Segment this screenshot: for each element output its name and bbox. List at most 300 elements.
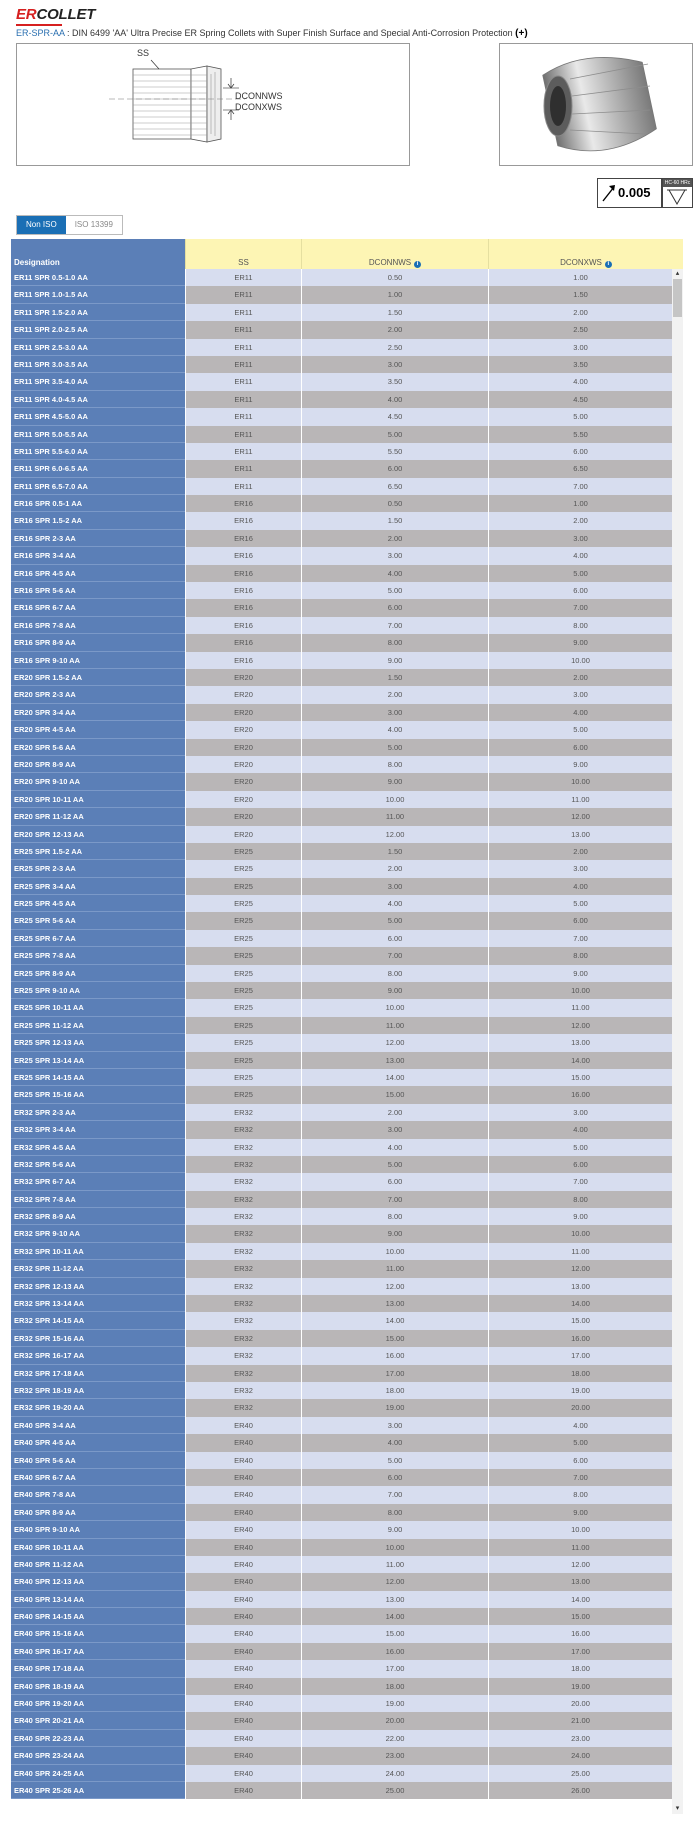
table-row[interactable] (11, 1539, 683, 1556)
table-row[interactable] (11, 912, 683, 929)
cell-dconnws: 7.00 (301, 1486, 488, 1503)
cell-dconnws: 3.00 (301, 356, 488, 373)
cell-designation[interactable]: ER32 SPR 7-8 AA (11, 1191, 185, 1208)
cell-ss: ER11 (185, 286, 301, 303)
table-row[interactable] (11, 391, 683, 408)
cell-dconnws: 18.00 (301, 1382, 488, 1399)
cell-dconxws: 4.00 (488, 878, 672, 895)
table-row[interactable] (11, 426, 683, 443)
cell-ss: ER20 (185, 669, 301, 686)
cell-designation[interactable]: ER40 SPR 8-9 AA (11, 1504, 185, 1521)
cell-designation[interactable]: ER40 SPR 12-13 AA (11, 1573, 185, 1590)
cell-dconxws: 7.00 (488, 1469, 672, 1486)
cell-designation[interactable]: ER32 SPR 10-11 AA (11, 1243, 185, 1260)
cell-designation[interactable]: ER16 SPR 4-5 AA (11, 565, 185, 582)
table-row[interactable] (11, 930, 683, 947)
cell-dconxws: 7.00 (488, 599, 672, 616)
table-row[interactable] (11, 1052, 683, 1069)
table-row[interactable] (11, 339, 683, 356)
cell-designation[interactable]: ER16 SPR 8-9 AA (11, 634, 185, 651)
cell-designation[interactable]: ER32 SPR 9-10 AA (11, 1225, 185, 1242)
table-row[interactable] (11, 652, 683, 669)
table-row[interactable] (11, 1486, 683, 1503)
cell-designation[interactable]: ER11 SPR 2.5-3.0 AA (11, 339, 185, 356)
cell-dconxws: 2.00 (488, 512, 672, 529)
hardness-cone-icon (663, 187, 692, 207)
table-row[interactable] (11, 1295, 683, 1312)
cell-dconnws: 1.50 (301, 669, 488, 686)
cell-ss: ER32 (185, 1208, 301, 1225)
cell-designation[interactable]: ER25 SPR 2-3 AA (11, 860, 185, 877)
table-row[interactable] (11, 530, 683, 547)
cell-ss: ER40 (185, 1486, 301, 1503)
cell-designation[interactable]: ER40 SPR 13-14 AA (11, 1591, 185, 1608)
table-row[interactable] (11, 1643, 683, 1660)
cell-dconxws: 18.00 (488, 1660, 672, 1677)
table-row[interactable] (11, 1243, 683, 1260)
cell-dconnws: 2.00 (301, 860, 488, 877)
cell-dconxws: 8.00 (488, 617, 672, 634)
cell-dconxws: 8.00 (488, 947, 672, 964)
cell-dconxws: 11.00 (488, 1539, 672, 1556)
info-icon[interactable]: i (605, 261, 612, 268)
cell-designation[interactable]: ER20 SPR 12-13 AA (11, 826, 185, 843)
cell-dconnws: 9.00 (301, 773, 488, 790)
diagram-label-ss: SS (137, 48, 150, 58)
cell-designation[interactable]: ER11 SPR 3.5-4.0 AA (11, 373, 185, 390)
cell-designation[interactable]: ER32 SPR 5-6 AA (11, 1156, 185, 1173)
table-row[interactable] (11, 808, 683, 825)
cell-designation[interactable]: ER20 SPR 9-10 AA (11, 773, 185, 790)
table-row[interactable] (11, 1382, 683, 1399)
table-row[interactable] (11, 547, 683, 564)
table-row[interactable] (11, 1139, 683, 1156)
table-row[interactable] (11, 1260, 683, 1277)
table-row[interactable] (11, 791, 683, 808)
cell-designation[interactable]: ER16 SPR 7-8 AA (11, 617, 185, 634)
cell-designation[interactable]: ER16 SPR 5-6 AA (11, 582, 185, 599)
table-row[interactable] (11, 704, 683, 721)
cell-dconnws: 2.50 (301, 339, 488, 356)
scroll-up-icon[interactable]: ▴ (675, 270, 680, 277)
cell-designation[interactable]: ER25 SPR 12-13 AA (11, 1034, 185, 1051)
page-subtitle (16, 28, 528, 39)
scroll-down-icon[interactable]: ▾ (675, 1805, 680, 1812)
table-row[interactable] (11, 669, 683, 686)
cell-designation[interactable]: ER40 SPR 4-5 AA (11, 1434, 185, 1451)
table-row[interactable] (11, 1365, 683, 1382)
cell-designation[interactable]: ER40 SPR 7-8 AA (11, 1486, 185, 1503)
table-row[interactable] (11, 1678, 683, 1695)
cell-dconnws: 5.00 (301, 1452, 488, 1469)
table-row[interactable] (11, 721, 683, 738)
cell-designation[interactable]: ER20 SPR 5-6 AA (11, 739, 185, 756)
cell-designation[interactable]: ER40 SPR 3-4 AA (11, 1417, 185, 1434)
cell-dconnws: 3.00 (301, 547, 488, 564)
cell-designation[interactable]: ER11 SPR 1.0-1.5 AA (11, 286, 185, 303)
cell-designation[interactable]: ER40 SPR 17-18 AA (11, 1660, 185, 1677)
table-row[interactable] (11, 1347, 683, 1364)
table-row[interactable] (11, 1017, 683, 1034)
cell-ss: ER40 (185, 1730, 301, 1747)
cell-designation[interactable]: ER20 SPR 2-3 AA (11, 686, 185, 703)
table-row[interactable] (11, 512, 683, 529)
tab-iso-13399[interactable]: ISO 13399 (66, 216, 122, 234)
table-row[interactable] (11, 1104, 683, 1121)
cell-designation[interactable]: ER40 SPR 9-10 AA (11, 1521, 185, 1538)
hardness-label: HC-60 HRc (664, 180, 691, 186)
cell-dconxws: 5.00 (488, 565, 672, 582)
cell-designation[interactable]: ER40 SPR 22-23 AA (11, 1730, 185, 1747)
table-row[interactable] (11, 947, 683, 964)
cell-designation[interactable]: ER40 SPR 6-7 AA (11, 1469, 185, 1486)
cell-designation[interactable]: ER25 SPR 9-10 AA (11, 982, 185, 999)
runout-arrow-icon (601, 183, 617, 203)
cell-designation[interactable]: ER32 SPR 11-12 AA (11, 1260, 185, 1277)
table-row[interactable] (11, 1556, 683, 1573)
cell-designation[interactable]: ER11 SPR 3.0-3.5 AA (11, 356, 185, 373)
table-row[interactable] (11, 565, 683, 582)
cell-designation[interactable]: ER40 SPR 24-25 AA (11, 1765, 185, 1782)
brand-logo-er: ER (16, 6, 37, 23)
cell-ss: ER40 (185, 1747, 301, 1764)
cell-dconnws: 6.00 (301, 460, 488, 477)
cell-ss: ER25 (185, 860, 301, 877)
table-row[interactable] (11, 1278, 683, 1295)
cell-designation[interactable]: ER20 SPR 3-4 AA (11, 704, 185, 721)
cell-ss: ER25 (185, 912, 301, 929)
cell-dconnws: 9.00 (301, 982, 488, 999)
table-row[interactable] (11, 739, 683, 756)
cell-ss: ER25 (185, 1052, 301, 1069)
table-row[interactable] (11, 1121, 683, 1138)
table-row[interactable] (11, 1086, 683, 1103)
cell-dconxws: 6.00 (488, 912, 672, 929)
cell-designation[interactable]: ER11 SPR 4.0-4.5 AA (11, 391, 185, 408)
cell-dconxws: 4.50 (488, 391, 672, 408)
cell-dconxws: 6.00 (488, 443, 672, 460)
cell-designation[interactable]: ER25 SPR 11-12 AA (11, 1017, 185, 1034)
cell-dconxws: 7.00 (488, 478, 672, 495)
cell-ss: ER40 (185, 1712, 301, 1729)
cell-designation[interactable]: ER40 SPR 14-15 AA (11, 1608, 185, 1625)
table-row[interactable] (11, 878, 683, 895)
table-row[interactable] (11, 1069, 683, 1086)
table-row[interactable] (11, 999, 683, 1016)
table-row[interactable] (11, 1417, 683, 1434)
cell-dconxws: 9.00 (488, 1504, 672, 1521)
cell-designation[interactable]: ER40 SPR 11-12 AA (11, 1556, 185, 1573)
cell-designation[interactable]: ER16 SPR 0.5-1 AA (11, 495, 185, 512)
table-row[interactable] (11, 1573, 683, 1590)
table-row[interactable] (11, 478, 683, 495)
table-row[interactable] (11, 1591, 683, 1608)
cell-designation[interactable]: ER40 SPR 25-26 AA (11, 1782, 185, 1799)
table-row[interactable] (11, 304, 683, 321)
table-row[interactable] (11, 1225, 683, 1242)
cell-designation[interactable]: ER11 SPR 6.0-6.5 AA (11, 460, 185, 477)
cell-designation[interactable]: ER32 SPR 14-15 AA (11, 1312, 185, 1329)
cell-designation[interactable]: ER40 SPR 19-20 AA (11, 1695, 185, 1712)
cell-ss: ER11 (185, 373, 301, 390)
table-row[interactable] (11, 965, 683, 982)
cell-dconnws: 13.00 (301, 1295, 488, 1312)
table-row[interactable] (11, 756, 683, 773)
cell-ss: ER32 (185, 1173, 301, 1190)
table-row[interactable] (11, 1660, 683, 1677)
table-row[interactable] (11, 495, 683, 512)
cell-designation[interactable]: ER32 SPR 16-17 AA (11, 1347, 185, 1364)
cell-designation[interactable]: ER32 SPR 17-18 AA (11, 1365, 185, 1382)
table-row[interactable] (11, 1625, 683, 1642)
cell-designation[interactable]: ER11 SPR 0.5-1.0 AA (11, 269, 185, 286)
table-row[interactable] (11, 269, 683, 286)
cell-ss: ER32 (185, 1260, 301, 1277)
cell-dconnws: 4.00 (301, 895, 488, 912)
cell-dconnws: 4.00 (301, 1434, 488, 1451)
cell-dconxws: 15.00 (488, 1608, 672, 1625)
cell-ss: ER40 (185, 1539, 301, 1556)
cell-designation[interactable]: ER32 SPR 15-16 AA (11, 1330, 185, 1347)
cell-dconnws: 5.00 (301, 912, 488, 929)
cell-designation[interactable]: ER40 SPR 15-16 AA (11, 1625, 185, 1642)
table-row[interactable] (11, 1608, 683, 1625)
product-code: ER-SPR-AA (16, 28, 65, 38)
table-row[interactable] (11, 356, 683, 373)
cell-designation[interactable]: ER40 SPR 10-11 AA (11, 1539, 185, 1556)
cell-dconnws: 15.00 (301, 1086, 488, 1103)
cell-ss: ER40 (185, 1782, 301, 1799)
header-ss-label: SS (238, 258, 249, 267)
table-row[interactable] (11, 1695, 683, 1712)
table-row[interactable] (11, 599, 683, 616)
cell-designation[interactable]: ER25 SPR 14-15 AA (11, 1069, 185, 1086)
cell-designation[interactable]: ER11 SPR 4.5-5.0 AA (11, 408, 185, 425)
table-row[interactable] (11, 843, 683, 860)
cell-designation[interactable]: ER32 SPR 19-20 AA (11, 1399, 185, 1416)
cell-ss: ER40 (185, 1417, 301, 1434)
cell-dconxws: 3.50 (488, 356, 672, 373)
cell-ss: ER20 (185, 826, 301, 843)
header-dconnws-label: DCONNWS (368, 258, 412, 267)
cell-ss: ER32 (185, 1243, 301, 1260)
table-row[interactable] (11, 982, 683, 999)
cell-dconxws: 13.00 (488, 1034, 672, 1051)
table-row[interactable] (11, 321, 683, 338)
cell-dconxws: 6.00 (488, 739, 672, 756)
table-row[interactable] (11, 1434, 683, 1451)
cell-designation[interactable]: ER11 SPR 5.0-5.5 AA (11, 426, 185, 443)
cell-ss: ER20 (185, 791, 301, 808)
table-row[interactable] (11, 1712, 683, 1729)
cell-dconxws: 1.00 (488, 269, 672, 286)
table-row[interactable] (11, 1521, 683, 1538)
expand-plus-button[interactable]: (+) (515, 28, 528, 39)
cell-ss: ER32 (185, 1330, 301, 1347)
cell-designation[interactable]: ER32 SPR 2-3 AA (11, 1104, 185, 1121)
table-row[interactable] (11, 1782, 683, 1799)
cell-dconnws: 10.00 (301, 791, 488, 808)
table-row[interactable] (11, 373, 683, 390)
cell-designation[interactable]: ER16 SPR 1.5-2 AA (11, 512, 185, 529)
table-scrollbar[interactable] (672, 269, 683, 1814)
technical-diagram (16, 43, 410, 166)
cell-designation[interactable]: ER40 SPR 16-17 AA (11, 1643, 185, 1660)
cell-ss: ER40 (185, 1625, 301, 1642)
cell-designation[interactable]: ER25 SPR 6-7 AA (11, 930, 185, 947)
cell-ss: ER32 (185, 1191, 301, 1208)
cell-designation[interactable]: ER32 SPR 4-5 AA (11, 1139, 185, 1156)
table-row[interactable] (11, 1469, 683, 1486)
cell-dconnws: 4.00 (301, 1139, 488, 1156)
cell-ss: ER20 (185, 704, 301, 721)
cell-designation[interactable]: ER20 SPR 1.5-2 AA (11, 669, 185, 686)
cell-dconxws: 4.00 (488, 1121, 672, 1138)
cell-dconnws: 16.00 (301, 1347, 488, 1364)
brand-underline (16, 24, 62, 26)
cell-dconnws: 11.00 (301, 1556, 488, 1573)
cell-designation[interactable]: ER25 SPR 3-4 AA (11, 878, 185, 895)
cell-dconxws: 4.00 (488, 1417, 672, 1434)
cell-dconnws: 3.50 (301, 373, 488, 390)
table-row[interactable] (11, 1156, 683, 1173)
cell-designation[interactable]: ER11 SPR 1.5-2.0 AA (11, 304, 185, 321)
table-row[interactable] (11, 1747, 683, 1764)
table-row[interactable] (11, 460, 683, 477)
cell-ss: ER11 (185, 304, 301, 321)
table-row[interactable] (11, 634, 683, 651)
cell-dconnws: 4.50 (301, 408, 488, 425)
cell-dconxws: 6.00 (488, 1452, 672, 1469)
cell-ss: ER25 (185, 1086, 301, 1103)
cell-designation[interactable]: ER40 SPR 23-24 AA (11, 1747, 185, 1764)
scroll-thumb[interactable] (673, 279, 682, 317)
cell-designation[interactable]: ER25 SPR 15-16 AA (11, 1086, 185, 1103)
tab-non-iso[interactable]: Non ISO (17, 216, 66, 234)
table-row[interactable] (11, 1330, 683, 1347)
cell-ss: ER32 (185, 1156, 301, 1173)
cell-designation[interactable]: ER32 SPR 13-14 AA (11, 1295, 185, 1312)
cell-dconxws: 6.00 (488, 582, 672, 599)
cell-dconnws: 13.00 (301, 1052, 488, 1069)
table-row[interactable] (11, 1191, 683, 1208)
cell-dconnws: 2.00 (301, 321, 488, 338)
cell-dconnws: 3.00 (301, 878, 488, 895)
cell-ss: ER32 (185, 1312, 301, 1329)
cell-designation[interactable]: ER20 SPR 4-5 AA (11, 721, 185, 738)
table-row[interactable] (11, 1173, 683, 1190)
cell-dconnws: 5.50 (301, 443, 488, 460)
brand-logo-collet: COLLET (36, 6, 96, 23)
cell-dconxws: 25.00 (488, 1765, 672, 1782)
cell-designation[interactable]: ER11 SPR 6.5-7.0 AA (11, 478, 185, 495)
cell-dconxws: 4.00 (488, 373, 672, 390)
cell-designation[interactable]: ER11 SPR 5.5-6.0 AA (11, 443, 185, 460)
table-row[interactable] (11, 773, 683, 790)
cell-designation[interactable]: ER25 SPR 1.5-2 AA (11, 843, 185, 860)
cell-designation[interactable]: ER32 SPR 6-7 AA (11, 1173, 185, 1190)
table-row[interactable] (11, 1452, 683, 1469)
table-row[interactable] (11, 1312, 683, 1329)
cell-dconnws: 14.00 (301, 1069, 488, 1086)
cell-designation[interactable]: ER20 SPR 11-12 AA (11, 808, 185, 825)
cell-designation[interactable]: ER20 SPR 8-9 AA (11, 756, 185, 773)
table-row[interactable] (11, 1208, 683, 1225)
cell-designation[interactable]: ER40 SPR 20-21 AA (11, 1712, 185, 1729)
cell-designation[interactable]: ER20 SPR 10-11 AA (11, 791, 185, 808)
table-row[interactable] (11, 1504, 683, 1521)
table-row[interactable] (11, 895, 683, 912)
cell-designation[interactable]: ER25 SPR 4-5 AA (11, 895, 185, 912)
cell-ss: ER25 (185, 1017, 301, 1034)
cell-dconnws: 11.00 (301, 808, 488, 825)
cell-designation[interactable]: ER32 SPR 12-13 AA (11, 1278, 185, 1295)
cell-dconxws: 14.00 (488, 1591, 672, 1608)
cell-ss: ER32 (185, 1365, 301, 1382)
cell-dconnws: 8.00 (301, 965, 488, 982)
cell-designation[interactable]: ER16 SPR 3-4 AA (11, 547, 185, 564)
cell-dconnws: 19.00 (301, 1399, 488, 1416)
cell-dconnws: 3.00 (301, 1417, 488, 1434)
cell-dconxws: 17.00 (488, 1643, 672, 1660)
cell-dconnws: 7.00 (301, 1191, 488, 1208)
cell-dconnws: 12.00 (301, 1278, 488, 1295)
cell-dconxws: 1.00 (488, 495, 672, 512)
table-row[interactable] (11, 443, 683, 460)
cell-designation[interactable]: ER25 SPR 8-9 AA (11, 965, 185, 982)
table-row[interactable] (11, 1730, 683, 1747)
table-row[interactable] (11, 1034, 683, 1051)
tolerance-value: 0.005 (618, 185, 651, 200)
diagram-label-dconnws: DCONNWS (235, 91, 283, 101)
cell-designation[interactable]: ER16 SPR 6-7 AA (11, 599, 185, 616)
cell-designation[interactable]: ER25 SPR 10-11 AA (11, 999, 185, 1016)
cell-dconnws: 6.00 (301, 599, 488, 616)
cell-designation[interactable]: ER16 SPR 9-10 AA (11, 652, 185, 669)
table-row[interactable] (11, 286, 683, 303)
cell-designation[interactable]: ER32 SPR 8-9 AA (11, 1208, 185, 1225)
cell-designation[interactable]: ER11 SPR 2.0-2.5 AA (11, 321, 185, 338)
cell-designation[interactable]: ER40 SPR 18-19 AA (11, 1678, 185, 1695)
table-row[interactable] (11, 617, 683, 634)
table-row[interactable] (11, 1399, 683, 1416)
cell-dconxws: 5.00 (488, 721, 672, 738)
table-row[interactable] (11, 860, 683, 877)
table-row[interactable] (11, 582, 683, 599)
cell-dconnws: 5.00 (301, 739, 488, 756)
cell-dconnws: 6.00 (301, 1173, 488, 1190)
table-row[interactable] (11, 408, 683, 425)
cell-designation[interactable]: ER40 SPR 5-6 AA (11, 1452, 185, 1469)
cell-dconxws: 10.00 (488, 773, 672, 790)
cell-dconxws: 7.00 (488, 930, 672, 947)
info-icon[interactable]: i (414, 261, 421, 268)
cell-dconnws: 9.00 (301, 652, 488, 669)
cell-designation[interactable]: ER16 SPR 2-3 AA (11, 530, 185, 547)
cell-designation[interactable]: ER25 SPR 5-6 AA (11, 912, 185, 929)
table-row[interactable] (11, 1765, 683, 1782)
table-header (11, 239, 683, 269)
cell-designation[interactable]: ER32 SPR 18-19 AA (11, 1382, 185, 1399)
cell-designation[interactable]: ER25 SPR 13-14 AA (11, 1052, 185, 1069)
cell-designation[interactable]: ER32 SPR 3-4 AA (11, 1121, 185, 1138)
cell-dconxws: 5.00 (488, 1434, 672, 1451)
table-row[interactable] (11, 826, 683, 843)
table-row[interactable] (11, 686, 683, 703)
cell-ss: ER40 (185, 1695, 301, 1712)
cell-designation[interactable]: ER25 SPR 7-8 AA (11, 947, 185, 964)
cell-ss: ER25 (185, 947, 301, 964)
